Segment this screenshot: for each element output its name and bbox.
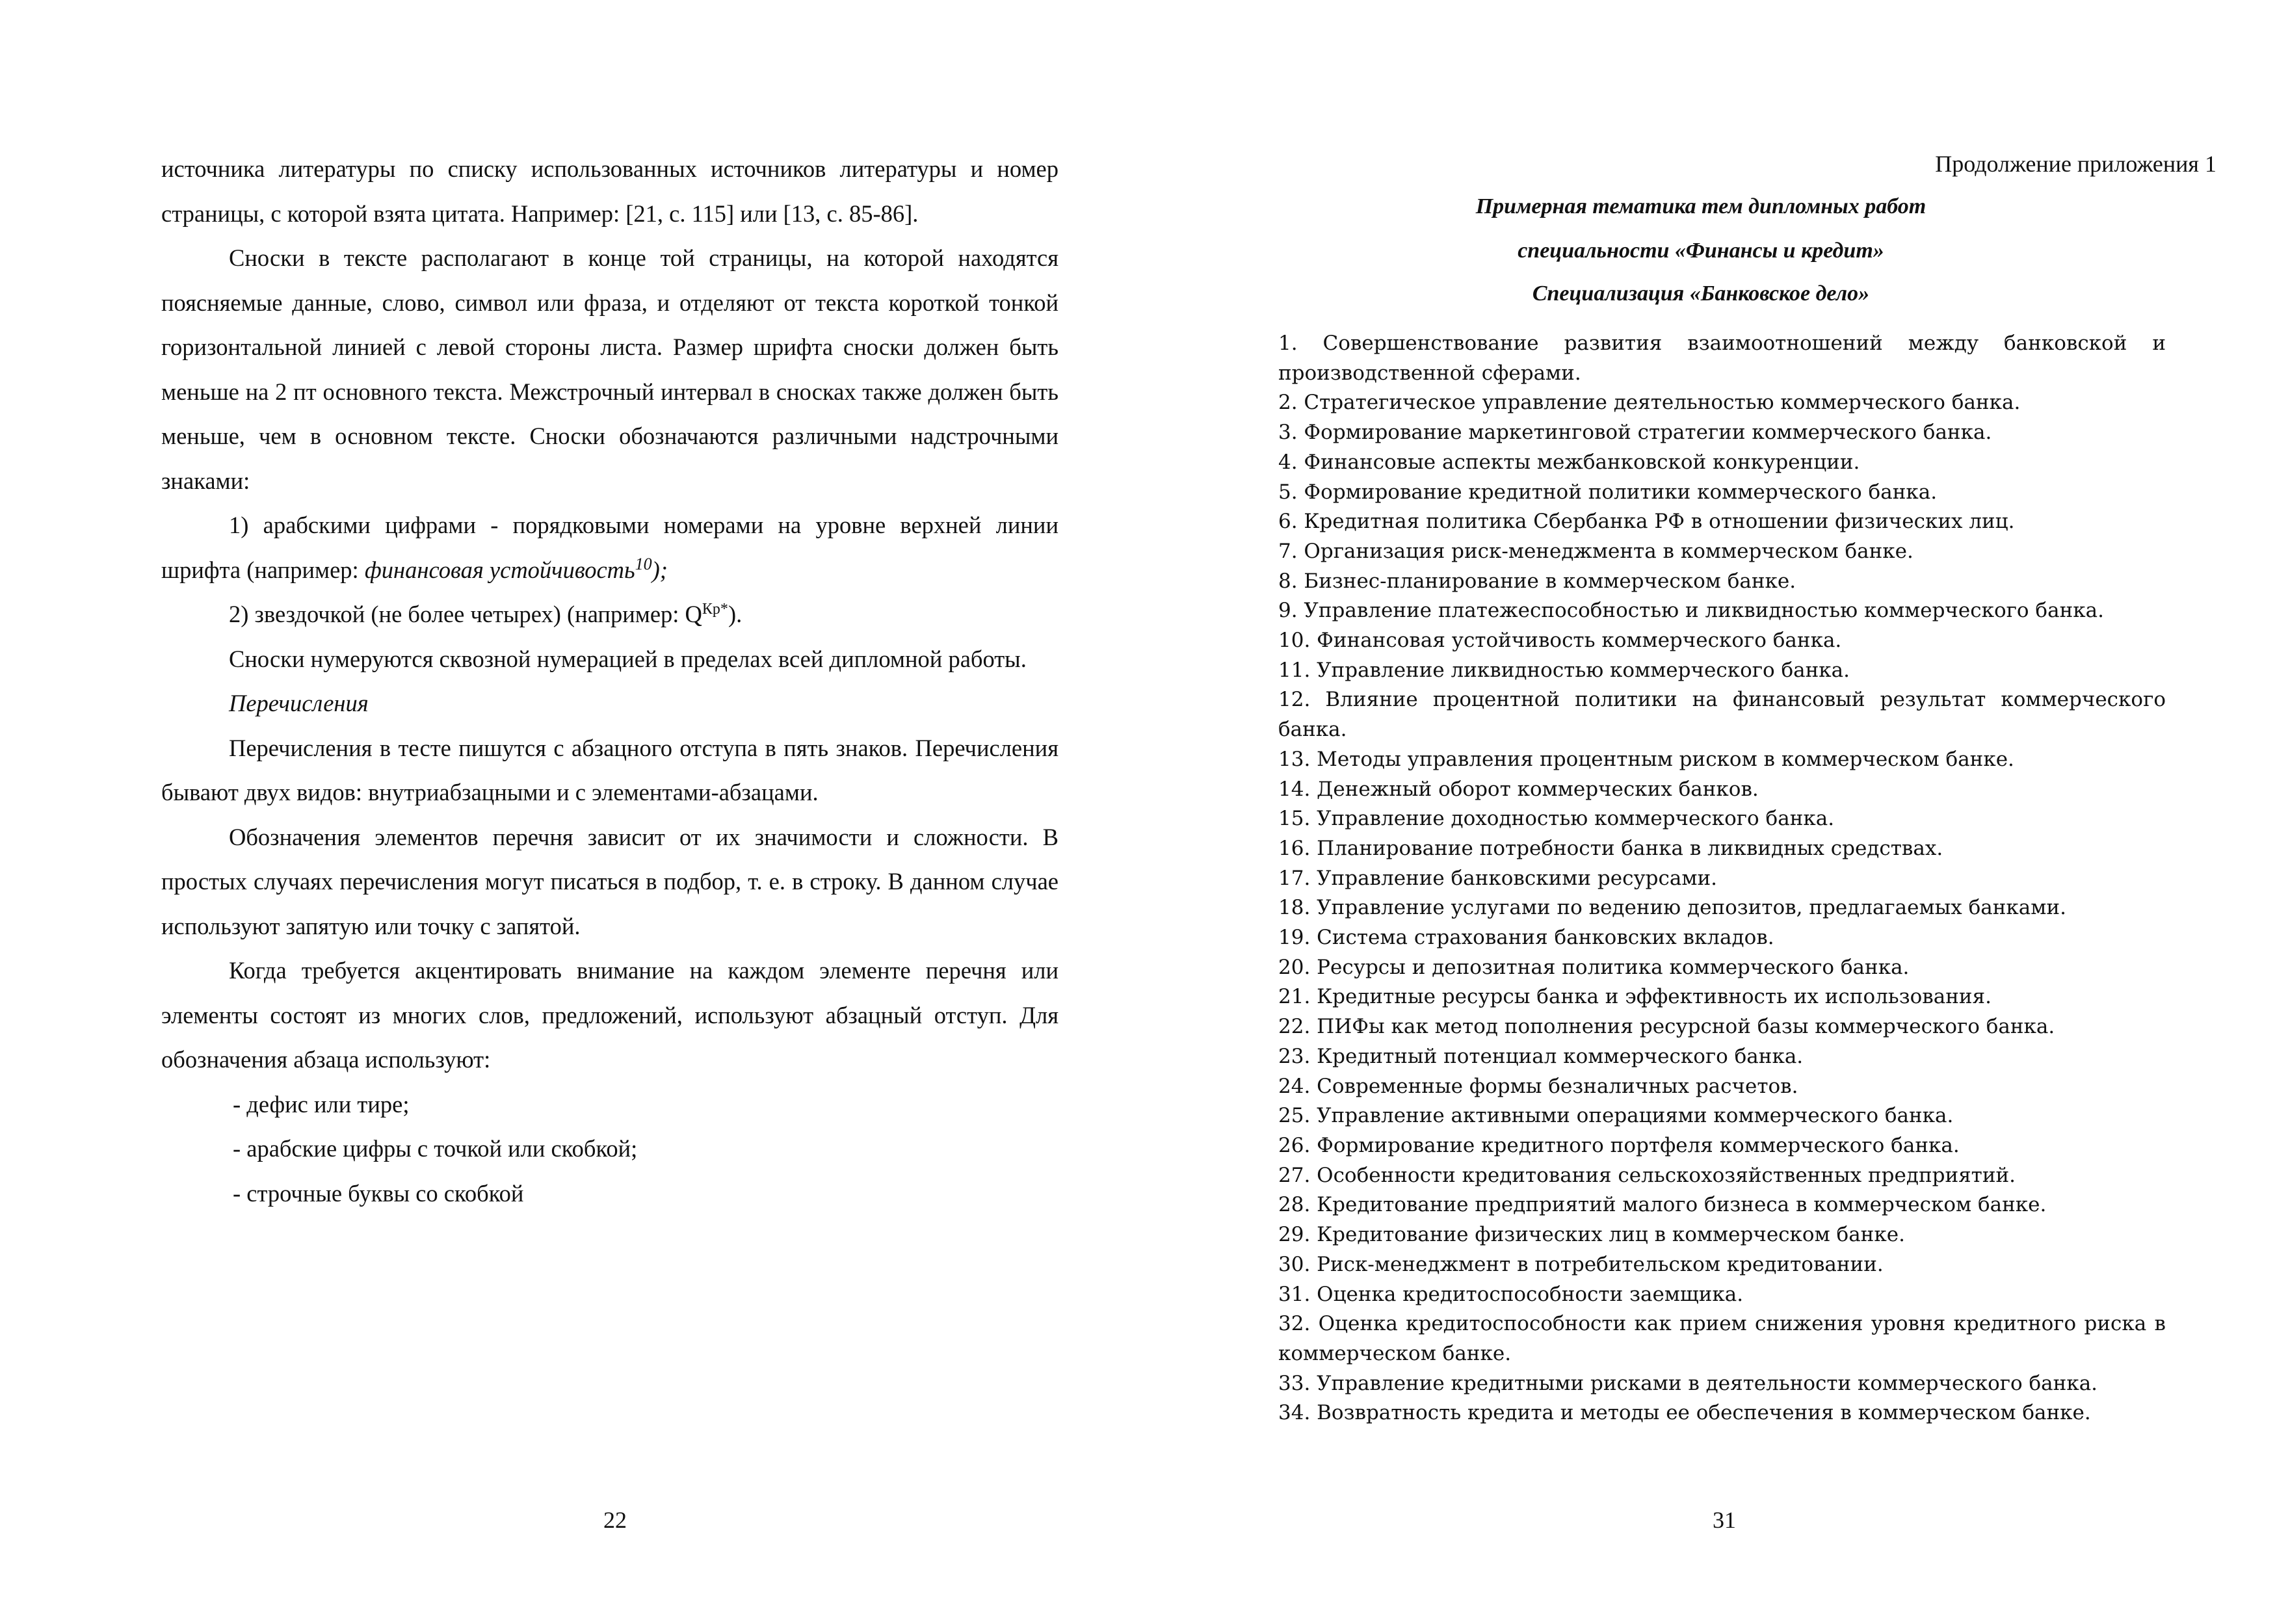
topic-item: 7. Организация риск-менеджмента в коммерческом банке. — [1278, 539, 1913, 563]
topic-item: 29. Кредитование физических лиц в коммерческом банке. — [1278, 1223, 1905, 1247]
topic-item: 15. Управление доходностью коммерческого банка. — [1278, 807, 1835, 831]
topic-item: 28. Кредитование предприятий малого бизнеса в коммерческом банке. — [1278, 1193, 2047, 1217]
topic-item: 27. Особенности кредитования сельскохозяйственных предприятий. — [1278, 1163, 2016, 1187]
topic-item: 34. Возвратность кредита и методы ее обеспечения в коммерческом банке. — [1278, 1401, 2091, 1425]
topic-item: 23. Кредитный потенциал коммерческого банка. — [1278, 1044, 1804, 1068]
dash-list-item: - дефис или тире; — [233, 1090, 410, 1118]
paragraph-numbering: Сноски нумеруются сквозной нумерацией в пределах всей дипломной работы. — [229, 645, 1027, 672]
topic-item: 2. Стратегическое управление деятельностью коммерческого банка. — [1278, 391, 2021, 415]
topic-item: 5. Формирование кредитной политики коммерческого банка. — [1278, 480, 1938, 504]
left-page-text — [161, 147, 1059, 1216]
topic-item: 6. Кредитная политика Сбербанка РФ в отношении физических лиц. — [1278, 510, 2015, 534]
topic-item: 31. Оценка кредитоспособности заемщика. — [1278, 1282, 1744, 1306]
paragraph-footnotes: Сноски в тексте располагают в конце той страницы, на которой находятся поясняемые данные, слово, символ или фраза, и отделяют от текста короткой тонкой горизонтальной линией с левой стороны листа. Размер шрифта сноски должен быть меньше на 2 пт основного текста. Межстрочный интервал в сносках также должен быть меньше, чем в основном тексте. Сноски обозначаются различными надстрочными знаками: — [161, 244, 1059, 494]
section-subheading: Перечисления — [229, 690, 369, 716]
footnote-example-text: финансовая устойчивость — [364, 556, 635, 583]
paragraph-paragraph-enumerations: Когда требуется акцентировать внимание на каждом элементе перечня или элементы состоят из многих слов, предложений, используют абзацный отступ. Для обозначения абзаца используют: — [161, 957, 1059, 1073]
topic-item: 14. Денежный оборот коммерческих банков. — [1278, 777, 1759, 801]
dash-list-item: - строчные буквы со скобкой — [233, 1179, 524, 1207]
footnote-type-asterisk — [161, 592, 1059, 637]
dash-list-item: - арабские цифры с точкой или скобкой; — [233, 1135, 638, 1162]
topics-list — [1278, 329, 2166, 1428]
footnote-type-digits — [161, 503, 1059, 592]
footnote-type-asterisk-close: ). — [728, 601, 743, 627]
topic-item: 12. Влияние процентной политики на финансовый результат коммерческого банка. — [1278, 688, 2166, 742]
topic-item: 33. Управление кредитными рисками в деятельности коммерческого банка. — [1278, 1371, 2098, 1395]
topics-title-line-1: Примерная тематика тем дипломных работ — [1475, 194, 1926, 218]
topic-item: 4. Финансовые аспекты межбанковской конкуренции. — [1278, 450, 1860, 474]
footnote-type-asterisk-text: 2) звездочкой (не более четырех) (например: Q — [229, 601, 702, 627]
topic-item: 13. Методы управления процентным риском в коммерческом банке. — [1278, 747, 2014, 771]
topic-item: 25. Управление активными операциями коммерческого банка. — [1278, 1104, 1954, 1128]
paragraph-enumerations: Перечисления в тесте пишутся с абзацного отступа в пять знаков. Перечисления бывают двух видов: внутриабзацными и с элементами-абзацами. — [161, 734, 1059, 805]
footnote-example-superscript: 10 — [635, 554, 652, 573]
topic-item: 10. Финансовая устойчивость коммерческого банка. — [1278, 629, 1842, 653]
appendix-continuation: Продолжение приложения 1 — [1935, 151, 2216, 177]
page-number-right: 31 — [1713, 1507, 1736, 1533]
topic-item: 1. Совершенствование развития взаимоотношений между банковской и производственной сферами. — [1278, 332, 2166, 385]
topic-item: 30. Риск-менеджмент в потребительском кредитовании. — [1278, 1252, 1884, 1276]
paragraph-citation: источника литературы по списку использованных источников литературы и номер страницы, с которой взята цитата. Например: [21, с. 115] или [13, с. 85-86]. — [161, 155, 1059, 227]
topic-item: 17. Управление банковскими ресурсами. — [1278, 866, 1717, 890]
footnote-example-close: ); — [651, 556, 668, 583]
topic-item: 16. Планирование потребности банка в ликвидных средствах. — [1278, 836, 1943, 860]
topic-item: 3. Формирование маркетинговой стратегии коммерческого банка. — [1278, 421, 1992, 445]
topic-item: 21. Кредитные ресурсы банка и эффективность их использования. — [1278, 985, 1992, 1009]
topic-item: 22. ПИФы как метод пополнения ресурсной базы коммерческого банка. — [1278, 1015, 2055, 1039]
topic-item: 8. Бизнес-планирование в коммерческом банке. — [1278, 569, 1796, 593]
right-page — [1144, 0, 2288, 1624]
topics-title-line-3: Специализация «Банковское дело» — [1532, 282, 1870, 306]
page-number-left: 22 — [603, 1507, 627, 1533]
topic-item: 19. Система страхования банковских вкладов. — [1278, 926, 1774, 950]
footnote-type-digits-text: 1) арабскими цифрами - порядковыми номерами на уровне верхней линии шрифта (например: — [161, 512, 1059, 583]
topic-item: 18. Управление услугами по ведению депозитов, предлагаемых банками. — [1278, 896, 2066, 920]
footnote-asterisk-superscript: Кр* — [702, 600, 728, 618]
topic-item: 32. Оценка кредитоспособности как прием снижения уровня кредитного риска в коммерческом банке. — [1278, 1312, 2166, 1365]
topic-item: 9. Управление платежеспособностью и ликвидностью коммерческого банка. — [1278, 599, 2104, 623]
paragraph-simple-enumerations: Обозначения элементов перечня зависит от их значимости и сложности. В простых случаях перечисления могут писаться в подбор, т. е. в строку. В данном случае используют запятую или точку с запятой. — [161, 823, 1059, 939]
topic-item: 20. Ресурсы и депозитная политика коммерческого банка. — [1278, 955, 1910, 979]
topic-item: 24. Современные формы безналичных расчетов. — [1278, 1074, 1798, 1098]
topic-item: 11. Управление ликвидностью коммерческого банка. — [1278, 658, 1850, 682]
topics-title-line-2: специальности «Финансы и кредит» — [1518, 239, 1884, 263]
topic-item: 26. Формирование кредитного портфеля коммерческого банка. — [1278, 1133, 1960, 1157]
